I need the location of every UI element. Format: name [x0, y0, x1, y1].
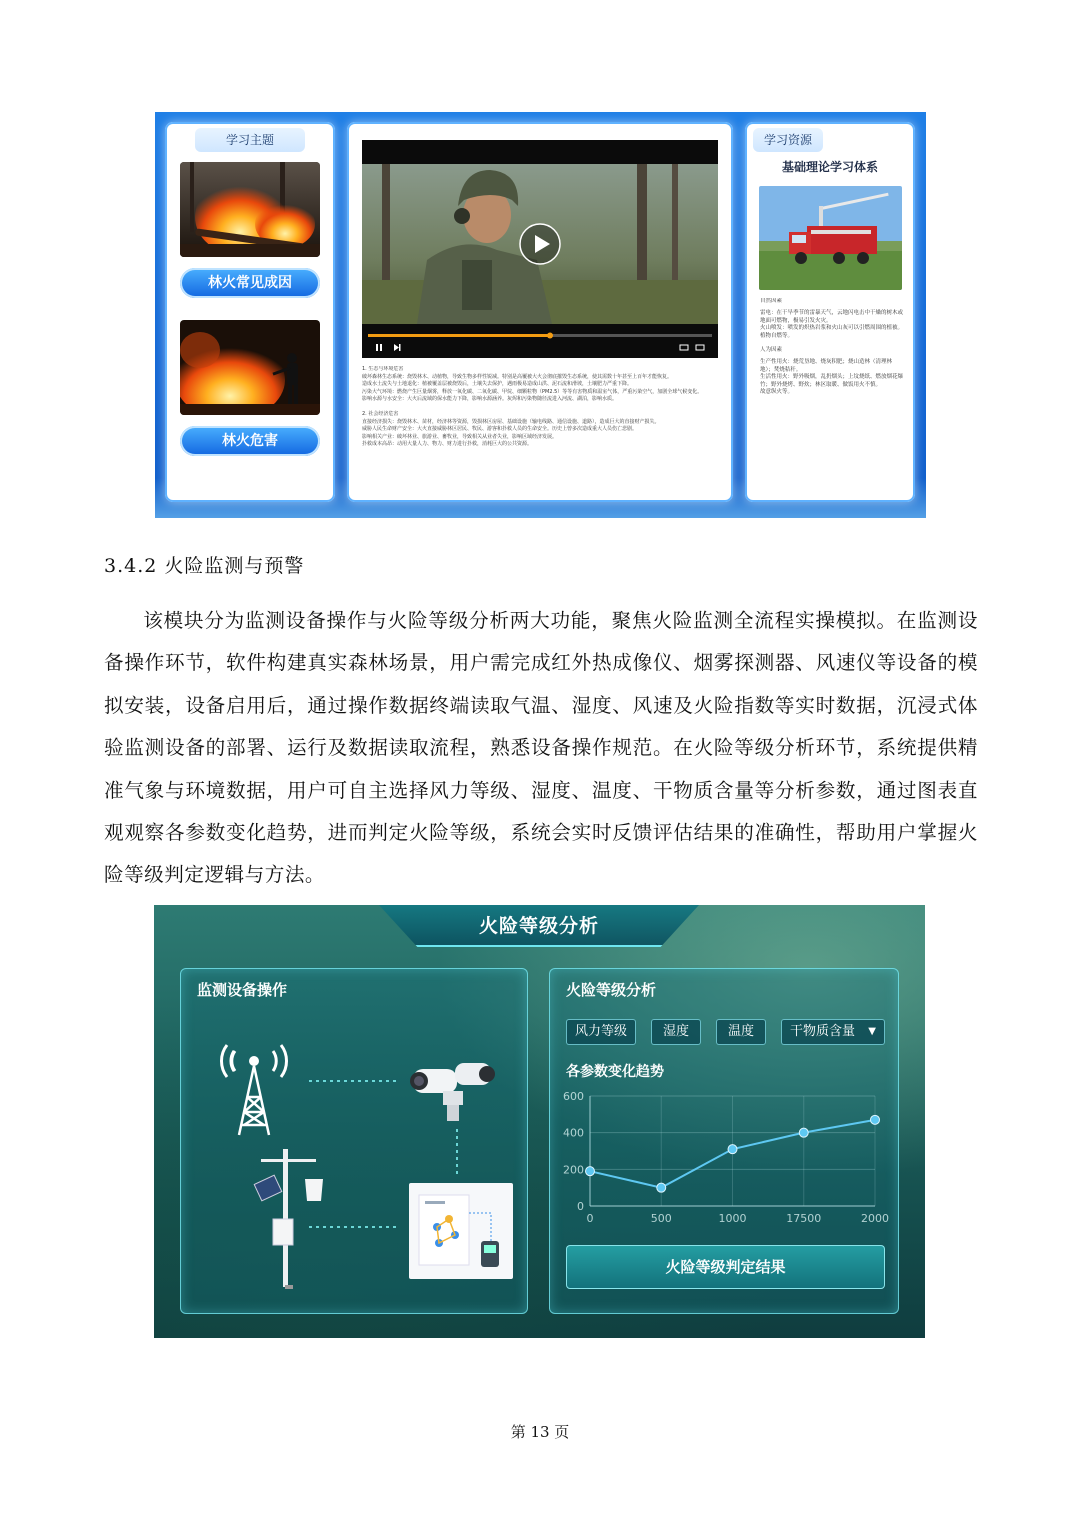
- resources-tab[interactable]: 学习资源: [753, 128, 823, 152]
- text-line: 自然因素: [760, 298, 783, 304]
- data-point: [657, 1183, 666, 1192]
- text-line: 1. 生态与环境危害: [362, 366, 404, 372]
- x-tick-label: 500: [650, 1212, 672, 1225]
- text-line: 雷电：在干旱季节的雷暴天气，云地闪电击中干燥的树木或地面可燃物，极易引发火灾。: [760, 310, 904, 324]
- analysis-panel-title: 火险等级分析: [566, 981, 657, 999]
- y-tick-label: 400: [563, 1126, 584, 1140]
- learning-screenshot: [155, 112, 926, 518]
- topics-tab[interactable]: 学习主题: [195, 128, 305, 152]
- data-point: [586, 1167, 595, 1176]
- screen-title: 火险等级分析: [478, 915, 599, 937]
- trend-chart-title: 各参数变化趋势: [566, 1064, 664, 1080]
- section-heading: 3.4.2 火险监测与预警: [104, 555, 305, 577]
- fire-hazards-button[interactable]: 林火危害: [180, 426, 320, 456]
- x-tick-label: 1000: [718, 1212, 747, 1225]
- forest-fire-image: [180, 162, 320, 257]
- fire-truck-image: [759, 186, 902, 290]
- learning-topics-panel: [165, 122, 335, 502]
- trend-chart: [550, 1084, 900, 1234]
- text-line: 故意纵火等。: [760, 389, 794, 396]
- text-line: 威胁人民生命财产安全：大火直接威胁林区居民、牧民、游客和扑救人员的生命安全。历史上曾多次造成重大人员伤亡悲剧。: [362, 426, 638, 433]
- chevron-down-icon: ▼: [868, 1026, 876, 1037]
- x-tick-label: 17500: [786, 1212, 822, 1225]
- text-line: 影响水源与水安全：大火后流域的保水能力下降，影响水源涵养。灰烬和污染物随径流进入河流、湖泊，影响水质。: [362, 396, 618, 403]
- common-causes-button[interactable]: 林火常见成因: [180, 268, 320, 298]
- monitoring-panel: [180, 968, 528, 1314]
- hazards-text: [362, 366, 718, 496]
- wind-level-chip[interactable]: 风力等级: [566, 1019, 636, 1045]
- text-line: 影响相关产业：破坏林业、旅游业、畜牧业，导致相关从业者失业，影响区域经济发展。: [362, 433, 558, 440]
- page-number: 第 13 页: [510, 1423, 570, 1441]
- data-point: [871, 1115, 880, 1124]
- text-line: 2. 社会经济危害: [362, 410, 399, 417]
- y-tick-label: 0: [577, 1200, 584, 1213]
- data-point: [728, 1145, 737, 1154]
- fire-level-result-button[interactable]: 火险等级判定结果: [566, 1245, 885, 1289]
- x-tick-label: 2000: [861, 1212, 889, 1225]
- text-line: 火山喷发：喷发的炽热岩浆和火山灰可以引燃周围的植被。: [760, 325, 904, 332]
- text-line: 污染大气环境：燃烧产生巨量烟雾，释放一氧化碳、二氧化碳、甲烷、细颗粒物（PM2.5）等等有害物质和温室气体，严重污染空气，加剧全球气候变化。: [362, 388, 703, 395]
- data-point: [799, 1128, 808, 1137]
- connector-lines: [181, 969, 529, 1315]
- analysis-panel: [549, 968, 899, 1314]
- text-line: 造成水土流失与土地退化：植被覆盖层被烧毁后，土壤失去保护，遇雨极易造成山洪、泥石流和滑坡，土壤肥力严重下降。: [362, 381, 633, 388]
- humidity-chip[interactable]: 湿度: [651, 1019, 701, 1045]
- text-line: 植物自燃等。: [760, 332, 794, 339]
- learning-resources-panel: [745, 122, 915, 502]
- resources-title: 基础理论学习体系: [781, 160, 878, 174]
- text-line: 人为因素: [760, 347, 783, 354]
- video-player[interactable]: [362, 140, 718, 358]
- causes-text: [760, 298, 905, 498]
- text-line: 生产性用火：烧荒垦地、烧灰积肥；烧山造林（清理林地）；焚烧秸秆。: [760, 359, 893, 373]
- temperature-chip[interactable]: 温度: [716, 1019, 766, 1045]
- monitoring-panel-title: 监测设备操作: [197, 981, 288, 999]
- body-paragraph: 该模块分为监测设备操作与火险等级分析两大功能，聚焦火险监测全流程实操模拟。在监测设备操作环节，软件构建真实森林场景，用户需完成红外热成像仪、烟雾探测器、风速仪等设备的模拟安装，设备启用后，通过操作数据终端读取气温、湿度、风速及火险指数等实时数据，沉浸式体验监测设备的部署、运行及数据读取流程，熟悉设备操作规范。在火险等级分析环节，系统提供精准气象与环境数据，用户可自主选择风力等级、湿度、温度、干物质含量等分析参数，通过图表直观观察各参数变化趋势，进而判定火险等级，系统会实时反馈评估结果的准确性，帮助用户掌握火险等级判定逻辑与方法。: [104, 609, 978, 887]
- firefighter-image: [180, 320, 320, 415]
- text-line: 破坏森林生态系统：烧毁林木、动植物，导致生物多样性锐减。特别是高覆被大火会彻底摧毁生态系统，使其需数十年甚至上百年才能恢复。: [362, 373, 673, 380]
- text-line: 直接经济损失：烧毁林木、苗材，经济林等资源，毁损林区房屋、基础设施（输电线路、通信设施、道路），造成巨大的直接财产损失。: [362, 418, 660, 425]
- text-line: 生活性用火：野外吸烟，乱扔烟头；上坟烧纸、燃放烟花爆竹；野外烧烤、野炊；林区取暖、做饭用火不慎。: [760, 374, 904, 388]
- text-line: 扑救成本高昂：动用大量人力、物力、财力进行扑救，消耗巨大的公共资源。: [362, 441, 533, 448]
- x-tick-label: 0: [586, 1212, 594, 1225]
- dry-matter-select[interactable]: [781, 1019, 885, 1045]
- y-tick-label: 200: [563, 1163, 584, 1177]
- dry-matter-label: 干物质含量: [790, 1024, 856, 1039]
- fire-risk-screenshot: [154, 905, 925, 1338]
- video-panel: [347, 122, 733, 502]
- y-tick-label: 600: [563, 1090, 584, 1103]
